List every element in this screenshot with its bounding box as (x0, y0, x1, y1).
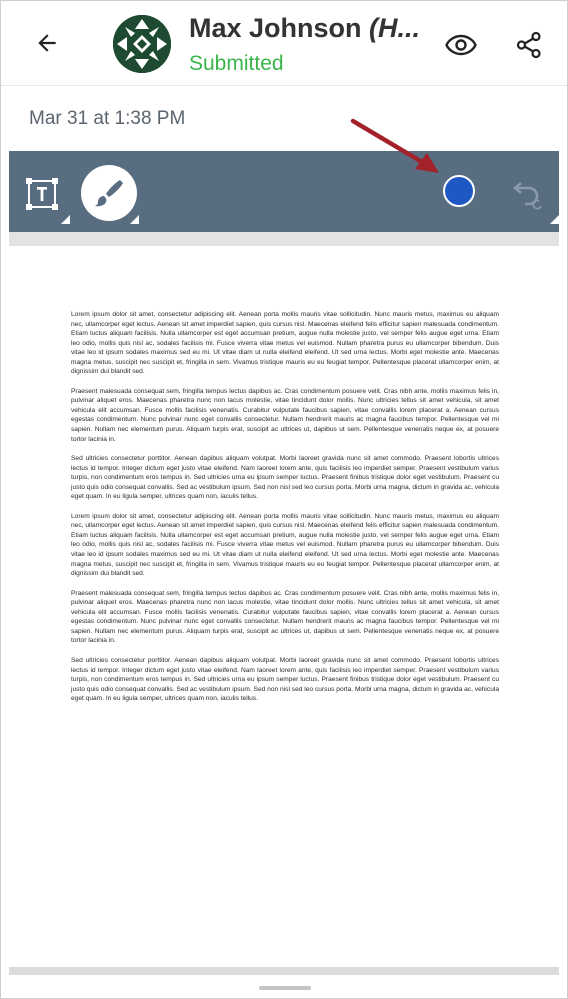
annotation-toolbar (9, 151, 559, 232)
avatar-pattern-icon (113, 15, 171, 73)
brush-tool-menu-indicator (130, 215, 139, 224)
document-paragraph: Lorem ipsum dolor sit amet, consectetur adipiscing elit. Aenean porta mollis mauris vitae sollicitudin. Nunc mauris metus, maximus eu aliquam nec, ullamcorper eget lectus. Aenean sit amet imperdiet sapien, quis cursus nisl. Maecenas eleifend felis efficitur sapien malesuada condimentum. Etiam luctus aliquam facilisis. Nulla ullamcorper est eget accumsan pretium, augue nulla molestie justo, vel semper felis augue eget urna. Etiam leo odio, mollis quis nisl ac, sodales facilisis mi. Fusce viverra vitae metus vel euismod. Nullam pharetra purus eu ullamcorper bibendum. Duis vitae leo id ipsum sodales maximus sed eu mi. Ut vitae diam ut nulla eleifend eleifend. Ut sed urna lectus. Morbi eget molestie ante. Maecenas magna metus, suscipit nec suscipit et, fringilla in sem. Vivamus tristique mauris eu eu feugiat tempor. Pellentesque placerat ullamcorper enim, at dignissim dui blandit sed. (71, 512, 499, 578)
document-preview[interactable] (9, 246, 559, 966)
bottom-sheet-edge (9, 967, 559, 975)
back-button[interactable] (29, 25, 65, 61)
undo-icon (509, 173, 549, 213)
document-paragraph: Praesent malesuada consequat sem, fringilla tempus lectus dapibus ac. Cras condimentum posuere velit. Cras nibh ante, mollis maximus felis in, pulvinar aliquet eros. Maecenas pharetra nunc non lacus molestie, vitae tincidunt dolor mollis. Nunc ultricies tellus sit amet vehicula, sit amet vehicula elit accumsan. Fusce mollis facilisis venenatis. Curabitur vulputate faucibus sapien, vitae convallis lorem placerat a. Aenean cursus egestas condimentum. Nunc pulvinar nunc eget convallis consectetur. Nullam hendrerit mauris ac magna faucibus tempor. Pellentesque vel mi sapien. Nullam nec elementum purus. Aliquam turpis erat, suscipit ac ultrices ut, dapibus ut sem. Pellentesque venenatis neque ex, at posuere tortor lacinia in. (71, 589, 499, 645)
annotation-brush-tool[interactable] (81, 165, 137, 221)
document-paragraph: Lorem ipsum dolor sit amet, consectetur adipiscing elit. Aenean porta mollis mauris vitae sollicitudin. Nunc mauris metus, maximus eu aliquam nec, ullamcorper eget lectus. Aenean sit amet imperdiet sapien, quis cursus nisl. Maecenas eleifend felis efficitur sapien malesuada condimentum. Etiam luctus aliquam facilisis. Nulla ullamcorper est eget accumsan pretium, augue nulla molestie justo, vel semper felis augue eget urna. Etiam leo odio, mollis quis nisl ac, sodales facilisis mi. Fusce viverra vitae metus vel euismod. Nullam pharetra purus eu ullamcorper bibendum. Duis vitae leo id ipsum sodales maximus sed eu mi. Ut vitae diam ut nulla eleifend eleifend. Ut sed urna lectus. Morbi eget molestie ante. Maecenas magna metus, suscipit nec suscipit et, fringilla in sem. Vivamus tristique mauris eu eu feugiat tempor. Pellentesque placerat ullamcorper enim, at dignissim dui blandit sed. (71, 311, 499, 376)
document-paragraph: Sed ultricies consectetur porttitor. Aenean dapibus aliquam volutpat. Morbi laoreet gravida nunc sit amet commodo. Praesent lobortis ultrices lectus id tempor. Integer dictum eget justo vitae eleifend. Nam laoreet lorem ante, quis facilisis leo imperdiet semper. Praesent vestibulum varius turpis, non condimentum eros tempus in. Sed ultricies urna eu ipsum semper luctus. Praesent finibus tristique dolor eget vestibulum. Praesent cu justo quis odio consequat convallis. Sed ac vestibulum ipsum. Sed non nisl sed leo cursus porta. Morbi urna magna, dictum in gravida ac, vehicula eget quam. In eu ligula semper, ultrices quam non, iaculis tellus. (71, 656, 499, 703)
text-box-icon (25, 177, 59, 211)
submission-status: Submitted (189, 52, 284, 75)
arrow-left-icon (34, 30, 60, 56)
submission-date-row (1, 85, 567, 152)
text-tool-menu-indicator (61, 215, 70, 224)
document-paragraph: Sed ultricies consectetur porttitor. Aenean dapibus aliquam volutpat. Morbi laoreet gravida nunc sit amet commodo. Praesent lobortis ultrices lectus id tempor. Integer dictum eget justo vitae eleifend. Nam laoreet lorem ante, quis facilisis leo imperdiet semper. Praesent vestibulum varius turpis, non condimentum eros tempus in. Sed ultricies urna eu ipsum semper luctus. Praesent finibus tristique dolor eget vestibulum. Praesent cu justo quis odio consequat convallis. Sed ac vestibulum ipsum. Sed non nisl sed leo cursus porta. Morbi urna magna, dictum in gravida ac, vehicula eget quam. In eu ligula semper, ultrices quam non, iaculis tellus. (71, 455, 499, 501)
student-name (189, 13, 420, 44)
color-picker-button[interactable] (443, 175, 475, 207)
annotation-brush-icon (92, 176, 126, 210)
document-paragraph: Praesent malesuada consequat sem, fringilla tempus lectus dapibus ac. Cras condimentum posuere velit. Cras nibh ante, mollis maximus felis in, pulvinar aliquet eros. Maecenas pharetra nunc non lacus molestie, vitae tincidunt dolor mollis. Nunc ultricies tellus sit amet vehicula, sit amet vehicula elit accumsan. Fusce mollis facilisis venenatis. Curabitur vulputate faucibus sapien, vitae convallis lorem placerat a. Aenean cursus egestas condimentum. Nunc pulvinar nunc eget convallis consectetur. Nullam hendrerit mauris ac magna faucibus tempor. Pellentesque vel mi sapien. Nullam nec elementum purus. Aliquam turpis erat, suscipit ac ultrices ut, dapibus ut sem. Pellentesque venenatis neque ex, at posuere tortor lacinia in. (71, 387, 499, 443)
share-button[interactable] (511, 27, 547, 63)
document-body (71, 310, 499, 714)
student-name-suffix: (H... (369, 13, 421, 43)
text-box-tool[interactable] (25, 177, 59, 211)
eye-icon (445, 34, 477, 56)
toolbar-shadow-strip (9, 232, 559, 246)
student-name-text: Max Johnson (189, 13, 362, 43)
undo-menu-indicator (550, 215, 559, 224)
submission-date: Mar 31 at 1:38 PM (29, 108, 186, 129)
share-icon (515, 31, 543, 59)
undo-button[interactable] (509, 173, 549, 213)
drag-handle[interactable] (259, 986, 311, 990)
avatar[interactable] (113, 15, 171, 73)
app-header (1, 1, 567, 85)
view-button[interactable] (442, 29, 480, 61)
